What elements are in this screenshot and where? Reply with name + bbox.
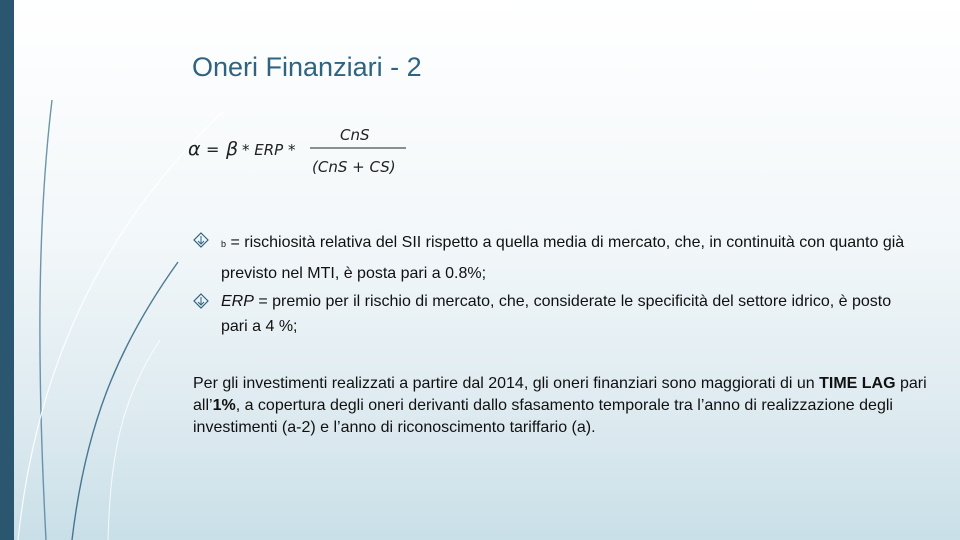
formula-numerator: CnS bbox=[340, 126, 370, 144]
bullet-beta-text: = rischiosità relativa del SII rispetto a quella media di mercato, che, in continuità con quanto già previsto nel MTI, è posta pari a 0.8%; bbox=[221, 234, 905, 282]
time-lag-percent: 1% bbox=[212, 397, 236, 414]
formula-times-erp: * ERP * bbox=[242, 141, 296, 159]
bullet-erp-text: = premio per il rischio di mercato, che, considerate le specificità del settore idrico, è posto pari a 4 %; bbox=[221, 293, 892, 335]
diamond-bullet-icon bbox=[193, 232, 209, 248]
para-part2: pari all’ bbox=[193, 375, 927, 414]
formula-denominator: (CnS + CS) bbox=[312, 158, 396, 176]
para-part3: , a copertura degli oneri derivanti dallo sfasamento temporale tra l’anno di realizzazione degli investimenti (a-2) e l’anno di riconoscimento tariffario (a). bbox=[193, 397, 893, 436]
time-lag-paragraph bbox=[193, 373, 938, 439]
formula-beta: β bbox=[226, 138, 239, 160]
para-part1: Per gli investimenti realizzati a partire dal 2014, gli oneri finanziari sono maggiorati di un bbox=[193, 375, 820, 392]
time-lag-term: TIME LAG bbox=[819, 375, 896, 392]
bullet-erp bbox=[193, 289, 913, 339]
formula-alpha: α bbox=[188, 138, 201, 160]
slide-title: Oneri Finanziari - 2 bbox=[192, 52, 422, 82]
formula bbox=[186, 120, 416, 182]
diamond-bullet-icon bbox=[193, 293, 209, 309]
formula-equals: = bbox=[206, 140, 220, 159]
erp-term: ERP bbox=[221, 293, 254, 310]
beta-symbol: b bbox=[221, 239, 227, 249]
bullet-beta bbox=[193, 228, 913, 288]
